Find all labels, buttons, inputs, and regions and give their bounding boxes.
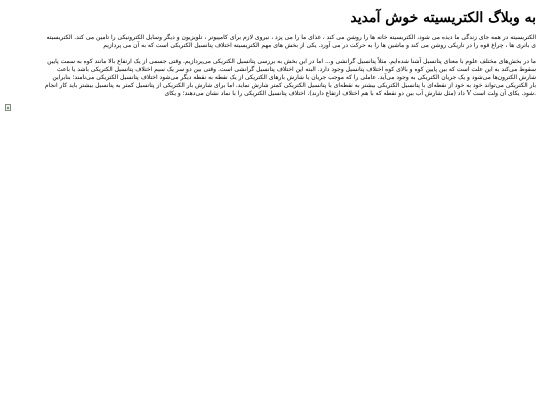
- intro-paragraph: [4, 34, 536, 50]
- page-title: به وبلاگ الکتریسیته خوش آمدید: [350, 10, 536, 26]
- potential-paragraph-line: ما در بخش‌های مختلف علوم با معنای پتانسیل آشنا شده‌ایم. مثلاً پتانسیل گرانشی و... اما در این بخش به بررسی پتانسیل الکتریکی می‌پردازیم. وقتی جسمی از یک ارتفاع بالا مانند کوه به سمت پایین: [47, 58, 536, 65]
- potential-paragraph-line: شارش الکترون‌ها می‌شود و یک جریان الکتریکی به وجود می‌آید. عاملی را که موجب جریان یا شارش بارهای الکتریکی از یک نقطه به نقطه دیگر می‌شود اختلاف پتانسیل الکتریکی می‌نامند؛ بنابراین: [52, 74, 536, 81]
- potential-paragraph-line: .شود. یکای آن ولت است V داد (مثل شارش آب بین دو نقطه که با هم اختلاف ارتفاع دارند). اختلاف پتانسیل الکتریکی را با نماد نشان می‌دهند؛ و یکای: [164, 90, 536, 97]
- intro-paragraph-line: الکتریسیته در همه جای زندگی ما دیده می شود، الکتریسیته خانه ها را روشن می کند ، غذای ما را می پزد ، نیروی لازم برای کامپیوتر ، تلویزیون و دیگر وسایل الکترونیکی را تامین می کند. الکتریسیته: [46, 34, 536, 41]
- potential-paragraph: [4, 58, 536, 98]
- broken-image-icon: [5, 104, 11, 111]
- potential-paragraph-line: بار الکتریکی می‌تواند خود به خود از نقطه‌ای با پتانسیل الکتریکی بیشتر به نقطه‌ای با پتانسیل الکتریکی کمتر شارش نماید. اما برای شارش بار الکتریکی از پتانسیل کمتر به پتانسیل بیشتر باید کار انجام: [44, 82, 536, 89]
- potential-paragraph-line: سقوط می‌کند به این علت است که بین پایین کوه و بالای کوه اختلاف پتانسیل وجود دارد. البته این اختلاف پتانسیل گرانشی است. وقتی بین دو سر یک سیم اختلاف پتانسیل الکتریکی باشد یا باعث: [56, 66, 536, 73]
- intro-paragraph-line: ی باتری ها ، چراغ قوه را در تاریکی روشن می کند و ماشین ها را به حرکت در می آورد. یکی از بخش های مهم الکتریسیته اختلاف پتانسیل الکتریکی است که به آن می پردازیم: [103, 42, 536, 49]
